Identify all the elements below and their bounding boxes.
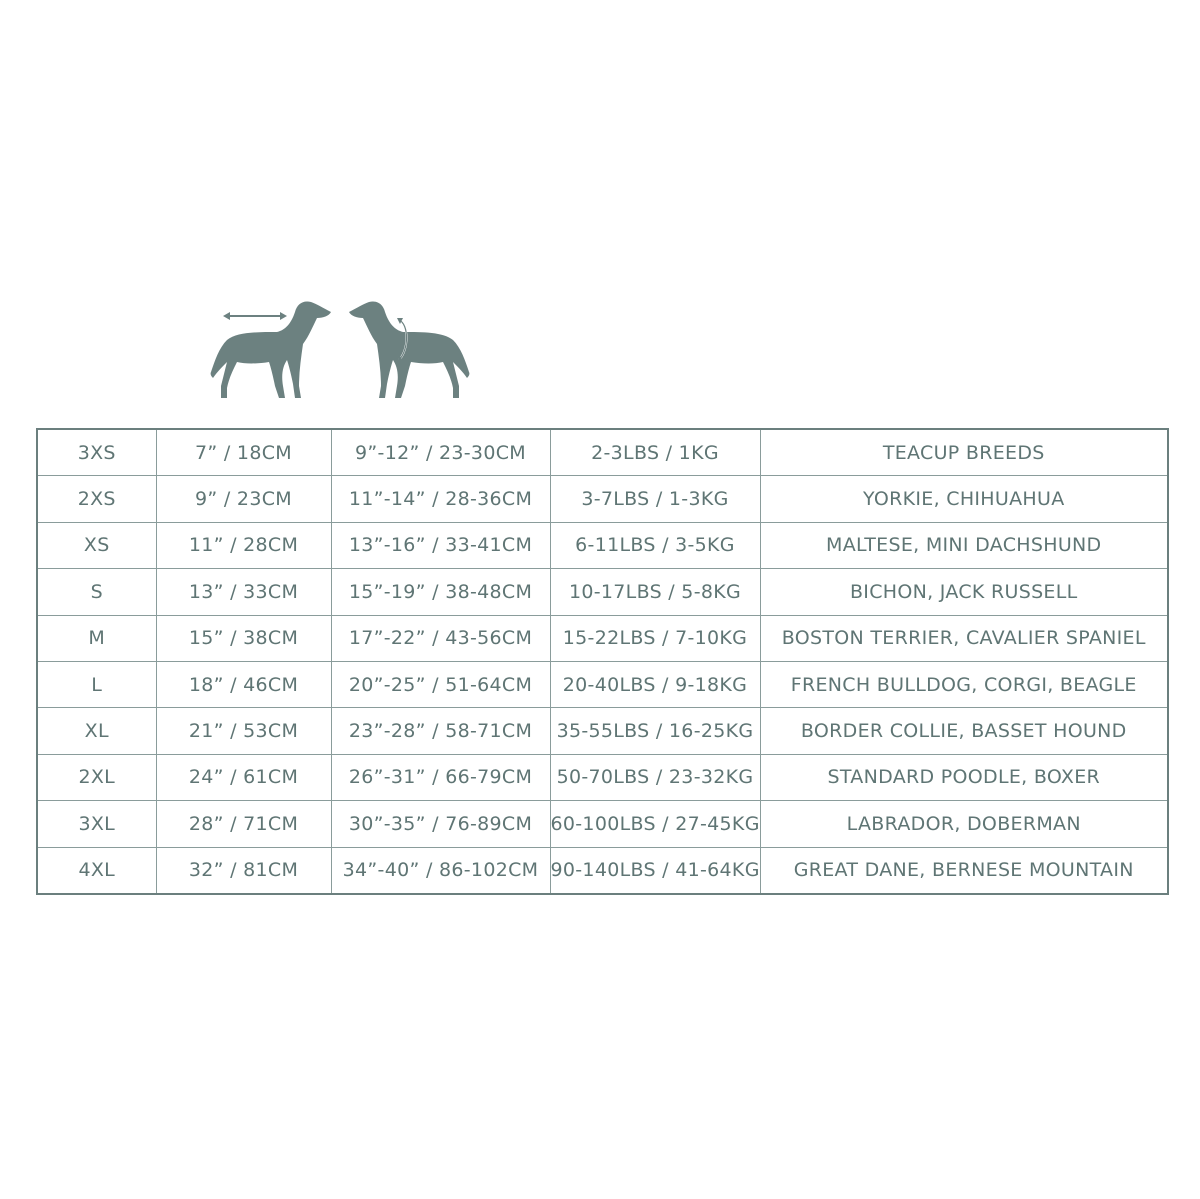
table-row [37,615,1168,661]
weight-cell: 10-17LBS / 5-8KG [550,569,760,615]
breeds-cell: YORKIE, CHIHUAHUA [760,476,1168,522]
breeds-cell: BORDER COLLIE, BASSET HOUND [760,708,1168,754]
length-cell: 15” / 38CM [156,615,331,661]
table-row [37,522,1168,568]
breeds-cell: MALTESE, MINI DACHSHUND [760,522,1168,568]
table-row [37,708,1168,754]
weight-cell: 6-11LBS / 3-5KG [550,522,760,568]
chest-cell: 34”-40” / 86-102CM [331,847,550,894]
table-row [37,847,1168,894]
table-row [37,476,1168,522]
breeds-cell: BICHON, JACK RUSSELL [760,569,1168,615]
table-row [37,754,1168,800]
chest-cell: 20”-25” / 51-64CM [331,661,550,707]
breeds-cell: GREAT DANE, BERNESE MOUNTAIN [760,847,1168,894]
length-cell: 18” / 46CM [156,661,331,707]
breeds-cell: LABRADOR, DOBERMAN [760,801,1168,847]
weight-cell: 50-70LBS / 23-32KG [550,754,760,800]
length-cell: 32” / 81CM [156,847,331,894]
weight-cell: 60-100LBS / 27-45KG [550,801,760,847]
size-cell: 2XL [37,754,156,800]
size-cell: XS [37,522,156,568]
weight-cell: 2-3LBS / 1KG [550,429,760,476]
table-row [37,801,1168,847]
chest-cell: 26”-31” / 66-79CM [331,754,550,800]
size-cell: 3XS [37,429,156,476]
table-row [37,429,1168,476]
weight-cell: 15-22LBS / 7-10KG [550,615,760,661]
size-cell: M [37,615,156,661]
weight-cell: 35-55LBS / 16-25KG [550,708,760,754]
weight-cell: 20-40LBS / 9-18KG [550,661,760,707]
length-cell: 13” / 33CM [156,569,331,615]
measurement-icons [205,296,480,406]
chest-cell: 9”-12” / 23-30CM [331,429,550,476]
size-cell: 4XL [37,847,156,894]
dog-chest-girth-icon [345,296,475,404]
weight-cell: 3-7LBS / 1-3KG [550,476,760,522]
length-cell: 7” / 18CM [156,429,331,476]
breeds-cell: FRENCH BULLDOG, CORGI, BEAGLE [760,661,1168,707]
chest-cell: 23”-28” / 58-71CM [331,708,550,754]
weight-cell: 90-140LBS / 41-64KG [550,847,760,894]
size-cell: XL [37,708,156,754]
chest-cell: 15”-19” / 38-48CM [331,569,550,615]
breeds-cell: TEACUP BREEDS [760,429,1168,476]
length-cell: 28” / 71CM [156,801,331,847]
length-cell: 24” / 61CM [156,754,331,800]
size-cell: S [37,569,156,615]
length-cell: 11” / 28CM [156,522,331,568]
size-cell: 3XL [37,801,156,847]
size-cell: 2XS [37,476,156,522]
table-row [37,661,1168,707]
chest-cell: 30”-35” / 76-89CM [331,801,550,847]
chest-cell: 17”-22” / 43-56CM [331,615,550,661]
breeds-cell: STANDARD POODLE, BOXER [760,754,1168,800]
dog-back-length-icon [205,296,335,404]
size-cell: L [37,661,156,707]
chest-cell: 11”-14” / 28-36CM [331,476,550,522]
table-row [37,569,1168,615]
breeds-cell: BOSTON TERRIER, CAVALIER SPANIEL [760,615,1168,661]
length-cell: 9” / 23CM [156,476,331,522]
length-cell: 21” / 53CM [156,708,331,754]
size-chart-table [36,428,1169,895]
chest-cell: 13”-16” / 33-41CM [331,522,550,568]
